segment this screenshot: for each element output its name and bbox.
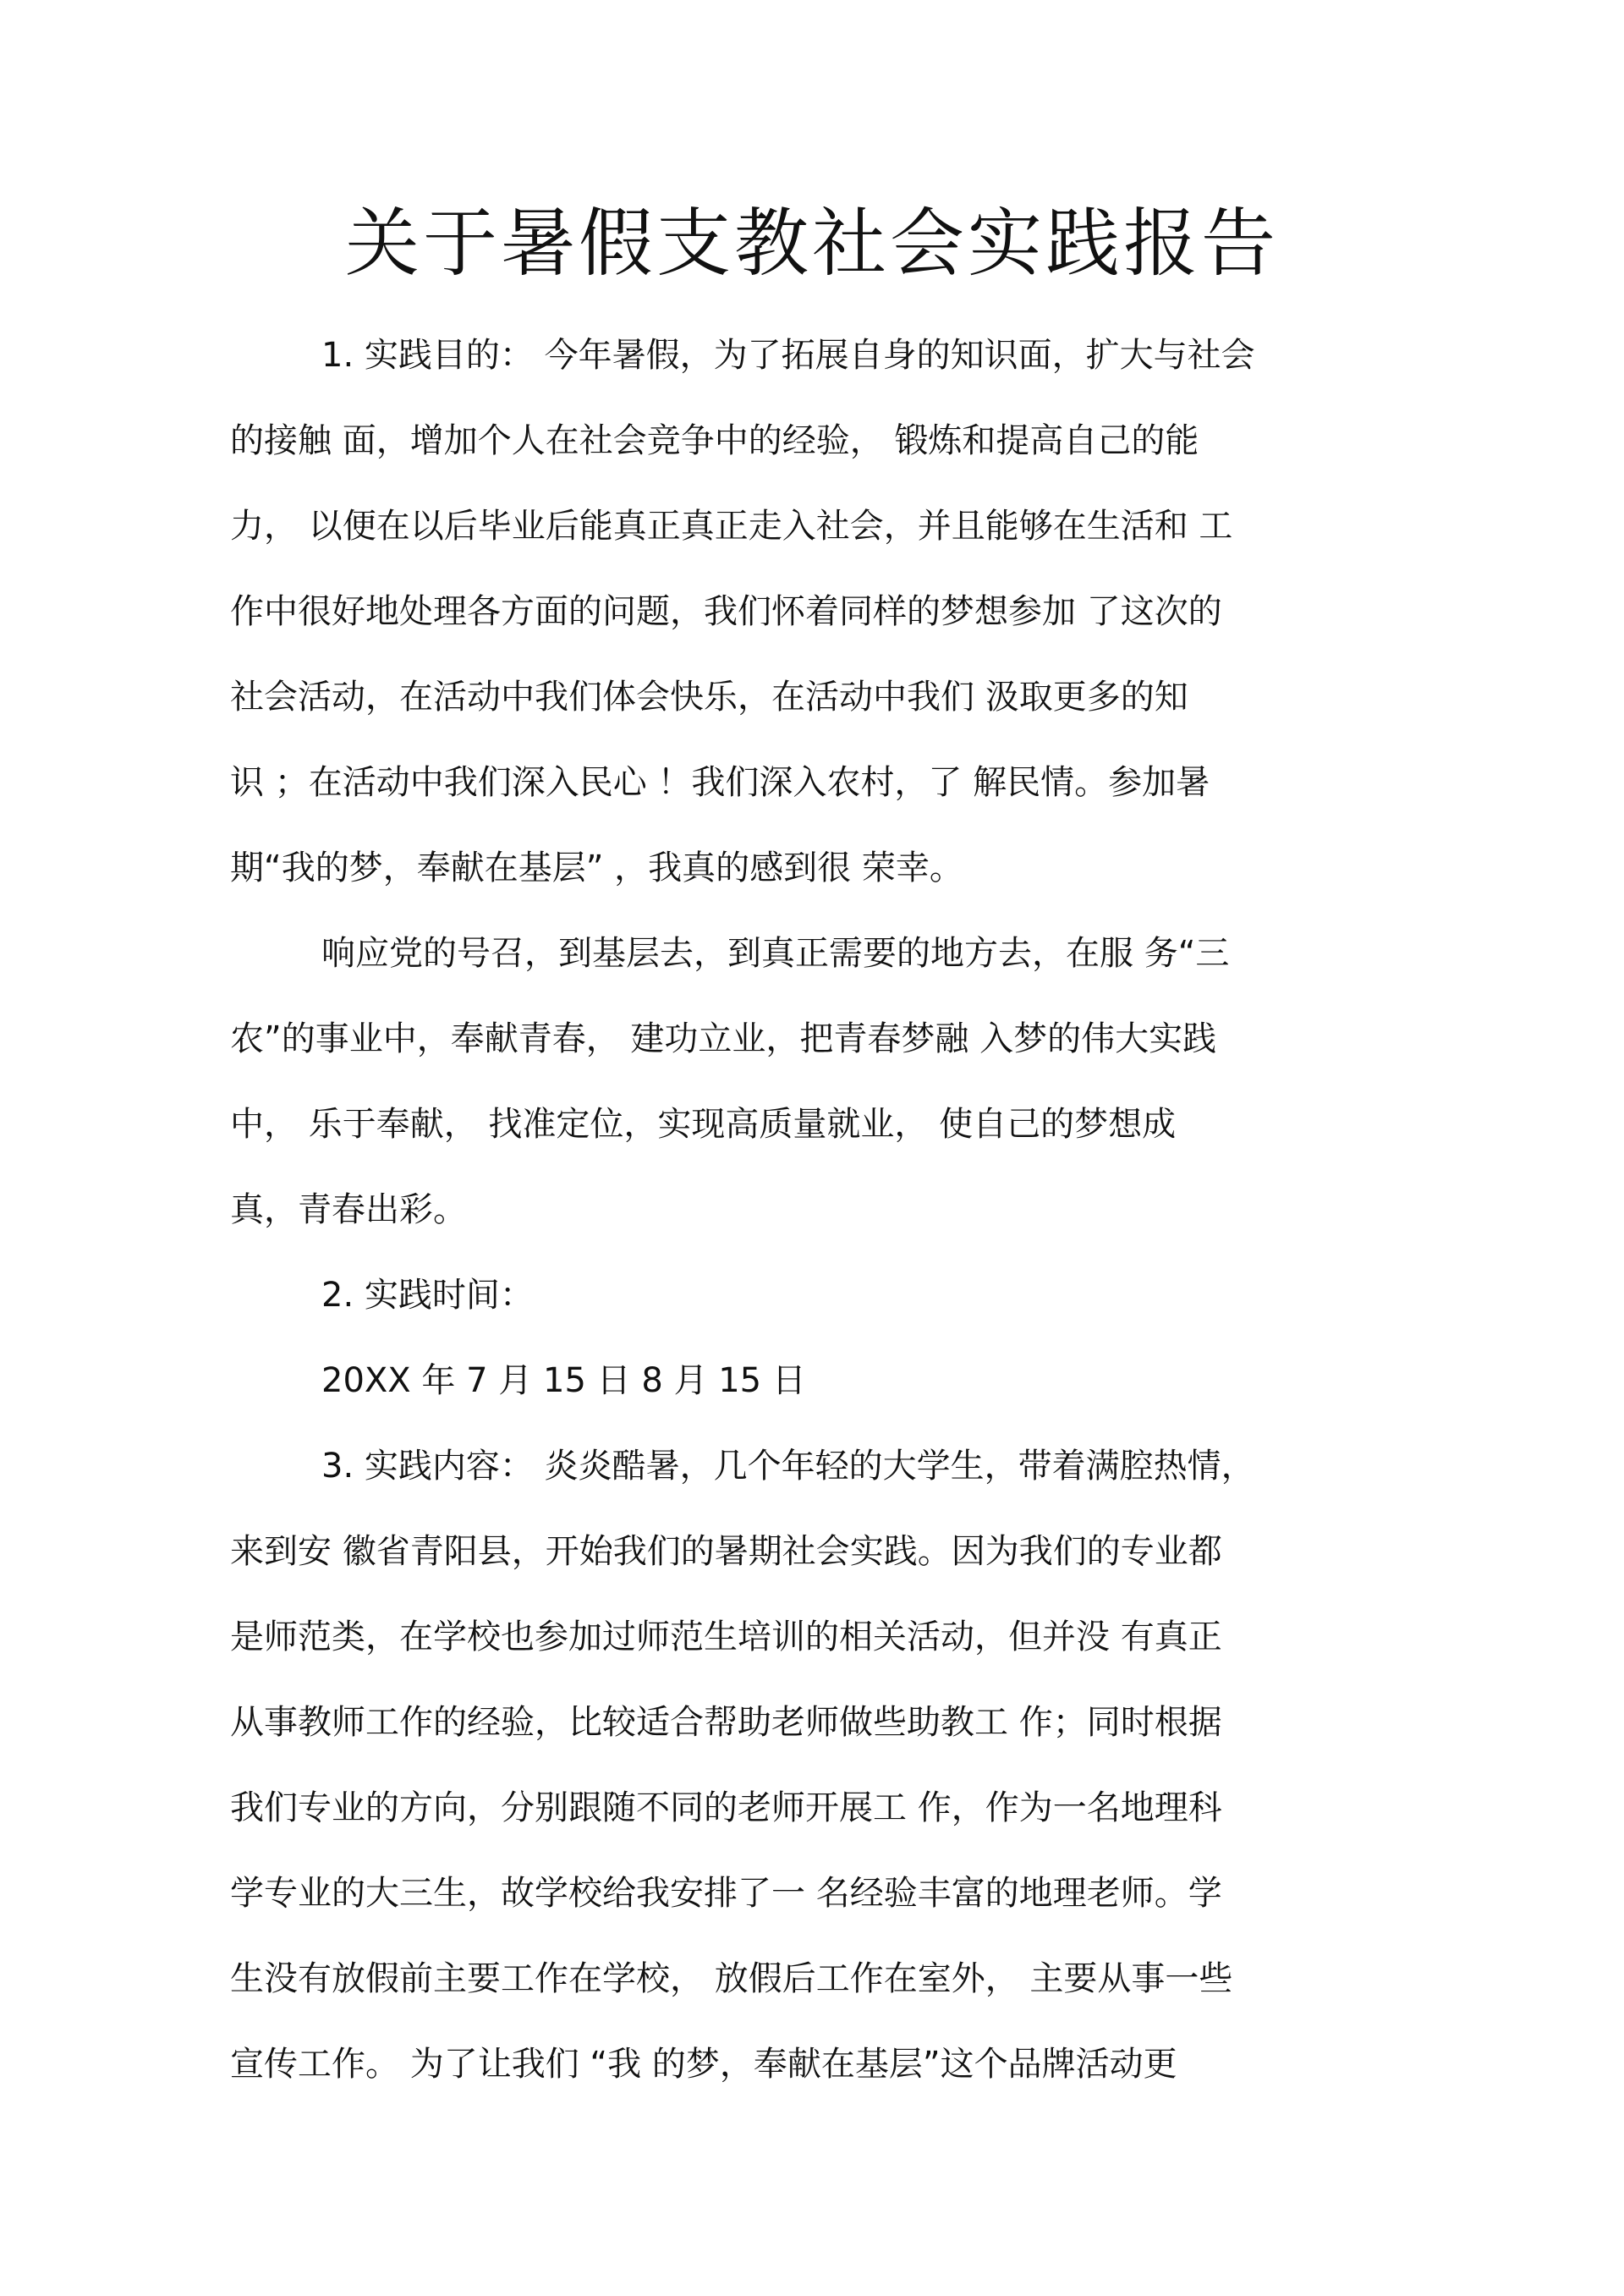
paragraph-line: 农”的事业中，奉献青春， 建功立业，把青春梦融 入梦的伟大实践 [230, 1019, 1217, 1058]
section-heading-time: 2. 实践时间： [321, 1276, 534, 1315]
paragraph-line: 中， 乐于奉献， 找准定位，实现高质量就业， 使自己的梦想成 [230, 1105, 1177, 1144]
paragraph-line: 从事教师工作的经验，比较适合帮助老师做些助教工 作；同时根据 [230, 1703, 1222, 1742]
paragraph-line: 3. 实践内容： 炎炎酷暑，几个年轻的大学生，带着满腔热情， [321, 1447, 1255, 1486]
paragraph-line: 宣传工作。 为了让我们 “我 的梦，奉献在基层”这个品牌活动更 [230, 2045, 1177, 2084]
paragraph-line: 力， 以便在以后毕业后能真正真正走入社会，并且能够在生活和 工 [230, 507, 1233, 546]
document-title: 关于暑假支教社会实践报告 [344, 200, 1279, 287]
paragraph-line: 的接触 面，增加个人在社会竞争中的经验， 锻炼和提高自己的能 [230, 421, 1199, 460]
paragraph-line: 社会活动，在活动中我们体会快乐，在活动中我们 汲取更多的知 [230, 678, 1188, 717]
paragraph-line: 响应党的号召，到基层去，到真正需要的地方去，在服 务“三 [321, 934, 1230, 973]
paragraph-line: 识 ；在活动中我们深入民心 ！我们深入农村，了 解民情。参加暑 [230, 763, 1210, 802]
date-range: 20XX 年 7 月 15 日 8 月 15 日 [321, 1361, 806, 1400]
paragraph-line: 来到安 徽省青阳县，开始我们的暑期社会实践。因为我们的专业都 [230, 1532, 1222, 1571]
paragraph-line: 生没有放假前主要工作在学校， 放假后工作在室外， 主要从事一些 [230, 1959, 1233, 1998]
document-body [230, 313, 1391, 2107]
paragraph-line: 真，青春出彩。 [230, 1190, 467, 1229]
paragraph-line: 是师范类，在学校也参加过师范生培训的相关活动，但并没 有真正 [230, 1618, 1222, 1656]
paragraph-line: 我们专业的方向，分别跟随不同的老师开展工 作，作为一名地理科 [230, 1788, 1222, 1827]
paragraph-line: 作中很好地处理各方面的问题，我们怀着同样的梦想参加 了这次的 [230, 592, 1222, 631]
paragraph-line: 学专业的大三生，故学校给我安排了一 名经验丰富的地理老师。学 [230, 1874, 1222, 1913]
paragraph-line: 1. 实践目的： 今年暑假，为了拓展自身的知识面，扩大与社会 [321, 336, 1255, 375]
paragraph-line: 期“我的梦，奉献在基层” ，我真的感到很 荣幸。 [230, 849, 963, 887]
